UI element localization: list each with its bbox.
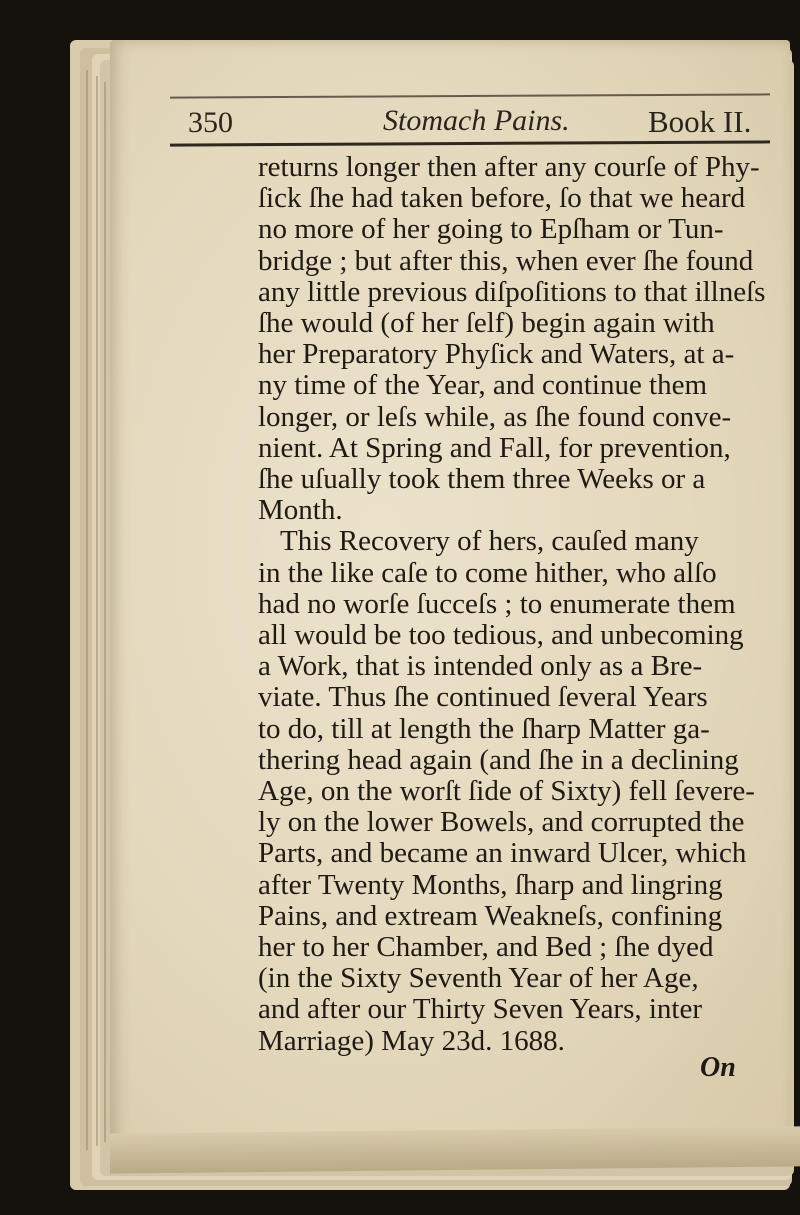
text-line: viate. Thus ſhe continued ſeveral Years — [258, 681, 708, 714]
text-line: any little previous diſpoſitions to that illneſs — [258, 275, 766, 308]
text-line: (in the Sixty Seventh Year of her Age, — [258, 962, 699, 995]
body-text — [250, 152, 780, 1057]
catchword: On — [700, 1052, 736, 1083]
text-line: a Work, that is intended only as a Bre- — [258, 650, 703, 683]
text-line: her Preparatory Phyſick and Waters, at a- — [258, 338, 735, 371]
text-line: ny time of the Year, and continue them — [258, 369, 708, 402]
text-line: ly on the lower Bowels, and corrupted the — [258, 806, 745, 839]
text-line: returns longer then after any courſe of Phy- — [258, 151, 760, 183]
page-number: 350 — [188, 106, 233, 139]
text-line: nient. At Spring and Fall, for prevention, — [258, 431, 731, 464]
page-edge-line — [104, 82, 106, 1142]
book-label: Book II. — [648, 104, 752, 139]
text-line: her to her Chamber, and Bed ; ſhe dyed — [258, 931, 714, 964]
text-line: Month. — [258, 494, 343, 527]
text-line: and after our Thirty Seven Years, inter — [258, 993, 703, 1026]
text-line: Pains, and extream Weakneſs, confining — [258, 899, 723, 932]
text-line: Marriage) May 23d. 1688. — [258, 1024, 565, 1057]
page-header — [188, 100, 768, 144]
text-line: all would be too tedious, and unbecoming — [258, 619, 744, 652]
text-line: in the like caſe to come hither, who alſo — [258, 556, 717, 589]
text-line: bridge ; but after this, when ever ſhe found — [258, 244, 754, 277]
text-line: had no worſe ſucceſs ; to enumerate them — [258, 587, 736, 620]
text-line: ſick ſhe had taken before, ſo that we heard — [258, 182, 746, 215]
text-line: thering head again (and ſhe in a declining — [258, 743, 739, 776]
text-line: to do, till at length the ſharp Matter ga- — [258, 712, 710, 745]
text-line: ſhe would (of her ſelf) begin again with — [258, 307, 715, 340]
page-edge-line — [86, 70, 88, 1150]
text-line: This Recovery of hers, cauſed many — [280, 525, 699, 558]
text-line: after Twenty Months, ſharp and lingring — [258, 868, 723, 901]
text-line: no more of her going to Epſham or Tun- — [258, 213, 724, 246]
page-edge-line — [96, 76, 98, 1146]
running-title: Stomach Pains. — [383, 104, 570, 137]
text-line: ſhe uſually took them three Weeks or a — [258, 463, 706, 496]
text-line: Parts, and became an inward Ulcer, which — [258, 837, 747, 870]
text-line: longer, or leſs while, as ſhe found conve- — [258, 400, 732, 433]
text-line: Age, on the worſt ſide of Sixty) fell ſevere- — [258, 775, 755, 808]
page-bottom-edge — [110, 1126, 800, 1173]
